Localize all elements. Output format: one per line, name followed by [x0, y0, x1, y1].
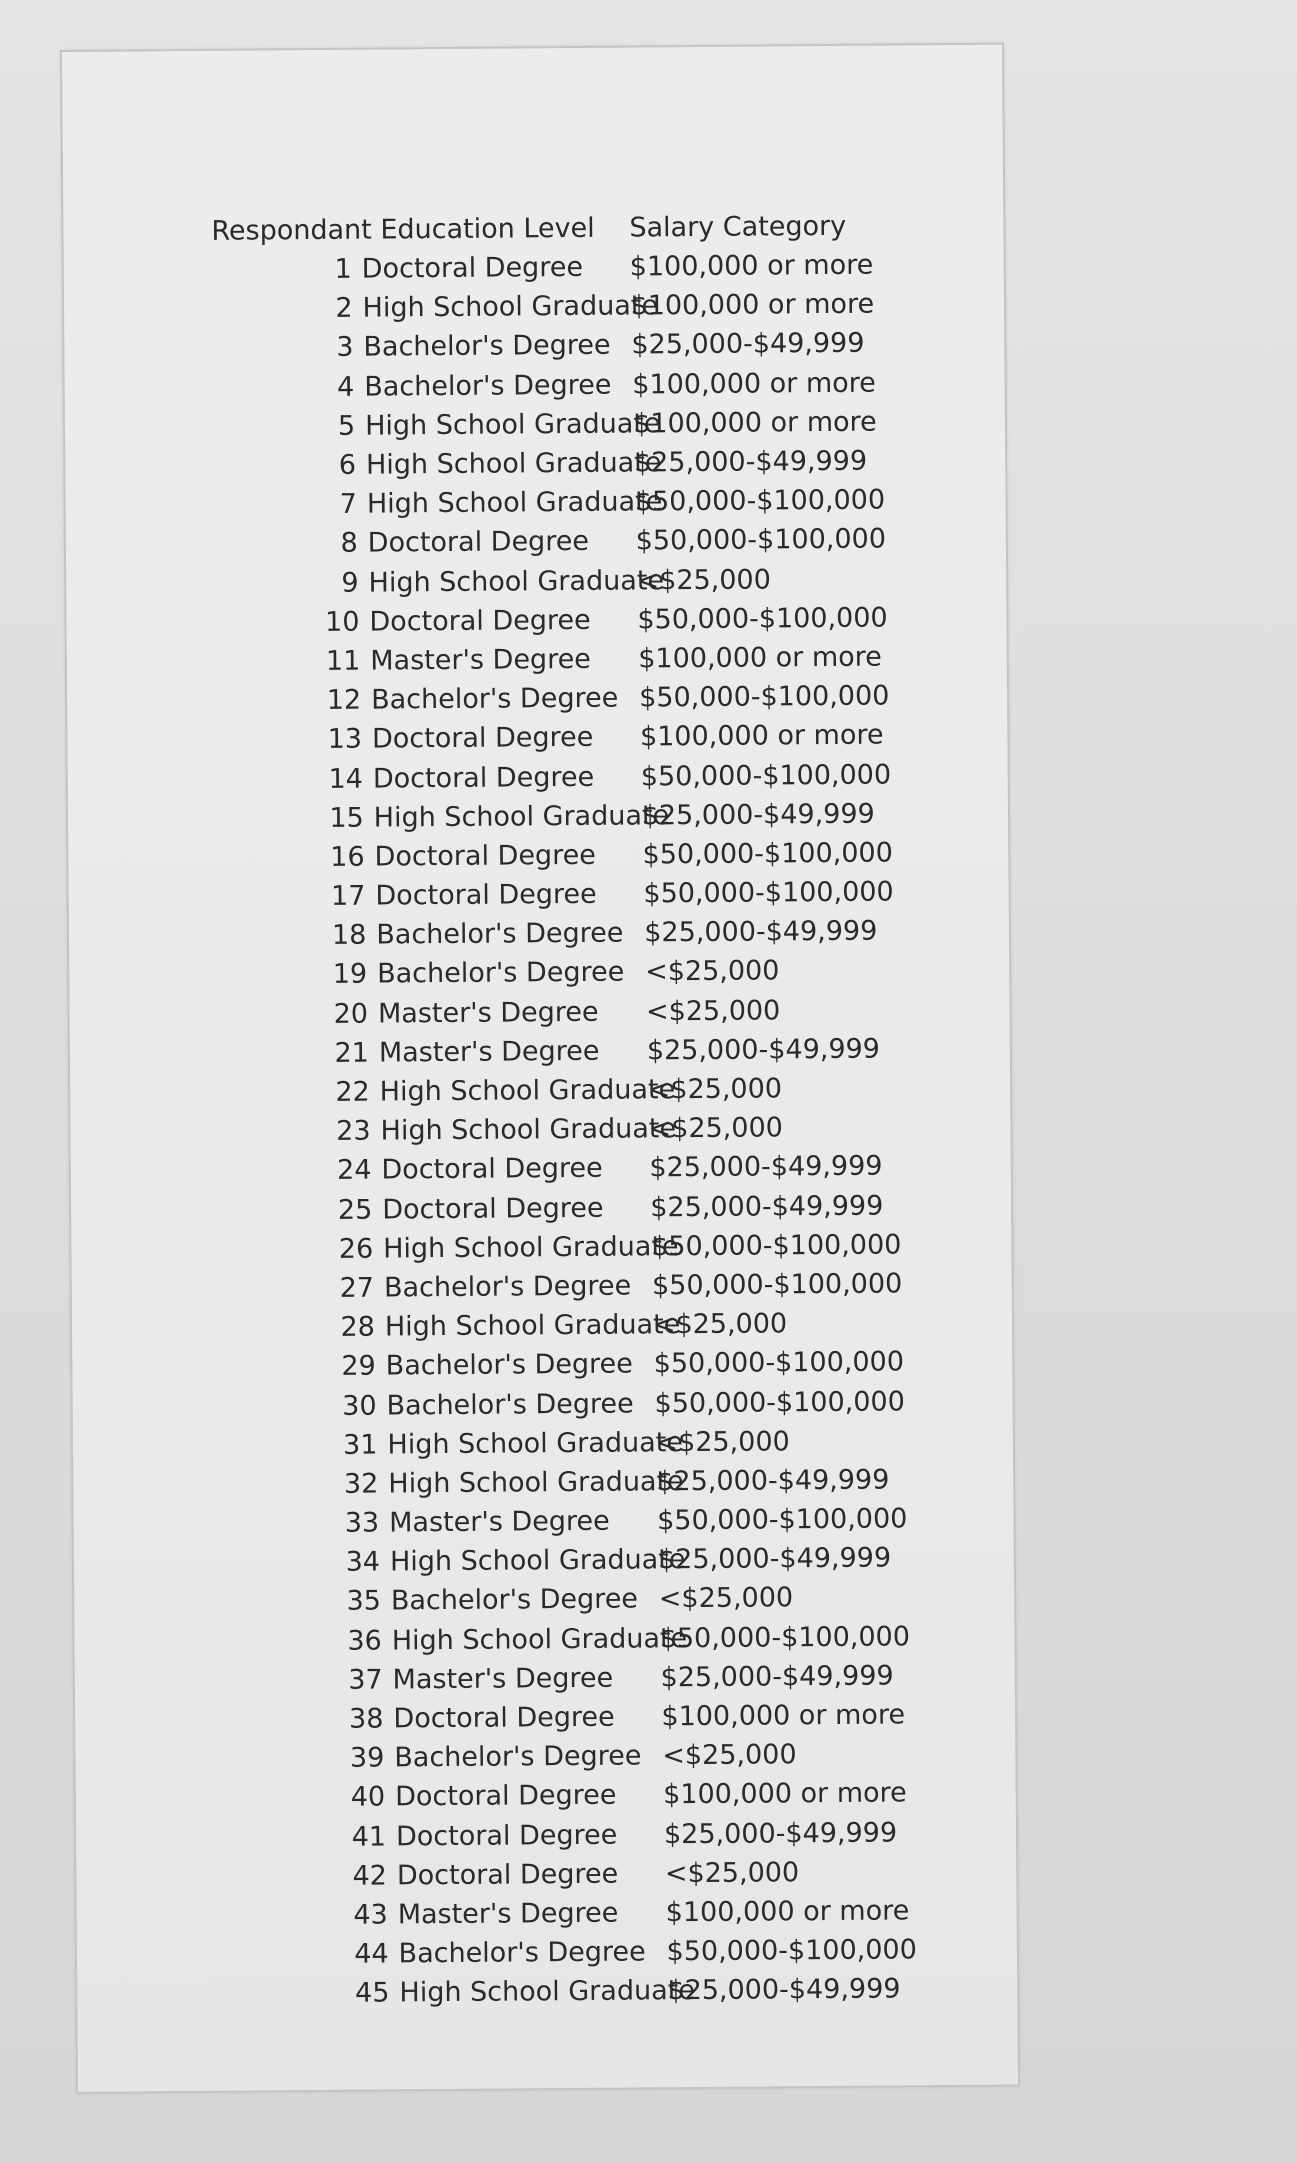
education-cell: Bachelor's Degree: [390, 1583, 639, 1617]
salary-cell: $100,000 or more: [638, 641, 882, 675]
document-sheet: [60, 43, 1020, 2094]
row-number: 39: [349, 1742, 385, 1774]
row-number: 7: [339, 488, 357, 521]
row-number: 10: [324, 606, 360, 638]
education-column-header: Respondant Education Level: [211, 212, 595, 247]
education-cell: High School Graduate: [389, 1544, 686, 1578]
row-number: 41: [351, 1821, 387, 1853]
table-row: [239, 1499, 914, 1543]
salary-cell: $25,000-$49,999: [644, 915, 878, 949]
table-row: [219, 598, 906, 643]
row-number: 20: [333, 998, 369, 1030]
education-cell: Doctoral Degree: [381, 1153, 603, 1186]
table-row: [245, 1774, 916, 1818]
table-row: [236, 1382, 912, 1426]
row-number: 35: [346, 1585, 382, 1618]
table-row: [242, 1617, 915, 1661]
education-cell: Doctoral Degree: [374, 839, 596, 873]
education-cell: Master's Degree: [377, 996, 599, 1030]
table-row: [222, 716, 908, 761]
education-cell: Doctoral Degree: [375, 878, 597, 912]
table-row: [218, 559, 906, 604]
salary-cell: <$25,000: [662, 1739, 797, 1772]
salary-column-header: Salary Category: [629, 210, 847, 244]
table-row: [215, 402, 905, 447]
table-row: [229, 1029, 910, 1074]
row-number: 2: [335, 292, 353, 325]
education-cell: Bachelor's Degree: [394, 1740, 642, 1774]
row-number: 23: [336, 1115, 371, 1148]
row-number: 38: [348, 1703, 384, 1735]
table-row: [235, 1303, 912, 1348]
education-cell: Master's Degree: [397, 1897, 619, 1931]
salary-cell: $50,000-$100,000: [643, 876, 894, 910]
salary-cell: $25,000-$49,999: [650, 1190, 884, 1223]
table-row: [217, 480, 906, 525]
row-number: 30: [342, 1390, 377, 1422]
education-cell: Doctoral Degree: [371, 722, 594, 755]
education-cell: Doctoral Degree: [395, 1819, 618, 1853]
salary-cell: <$25,000: [636, 564, 771, 597]
row-number: 8: [340, 528, 358, 560]
row-number: 1: [334, 253, 352, 285]
salary-cell: $25,000-$49,999: [660, 1660, 894, 1694]
row-number: 18: [331, 919, 367, 952]
education-cell: Doctoral Degree: [372, 761, 595, 795]
table-row: [244, 1734, 915, 1778]
row-number: 36: [347, 1625, 382, 1657]
table-row: [242, 1656, 914, 1700]
education-cell: High School Graduate: [379, 1074, 676, 1108]
table-row: [236, 1343, 913, 1387]
row-number: 31: [342, 1429, 378, 1461]
row-number: 22: [335, 1076, 370, 1108]
row-number: 12: [326, 684, 362, 717]
table-row: [223, 755, 908, 800]
row-number: 26: [338, 1233, 374, 1265]
salary-cell: $100,000 or more: [629, 249, 874, 283]
education-cell: Bachelor's Degree: [385, 1348, 633, 1382]
education-cell: High School Graduate: [368, 564, 665, 599]
salary-cell: $25,000-$49,999: [663, 1817, 898, 1850]
row-number: 19: [332, 959, 368, 991]
education-cell: High School Graduate: [387, 1426, 683, 1461]
table-row: [246, 1813, 916, 1857]
row-number: 17: [330, 880, 366, 912]
salary-cell: $100,000 or more: [661, 1699, 906, 1733]
education-cell: Master's Degree: [392, 1662, 614, 1696]
table-row: [227, 951, 909, 996]
salary-cell: <$25,000: [652, 1308, 788, 1341]
table-row: [221, 676, 907, 721]
education-cell: Bachelor's Degree: [363, 330, 611, 364]
education-cell: Doctoral Degree: [382, 1192, 604, 1226]
salary-cell: $25,000-$49,999: [656, 1464, 890, 1498]
salary-cell: $50,000-$100,000: [666, 1934, 917, 1968]
row-number: 24: [336, 1154, 372, 1187]
education-cell: Doctoral Degree: [361, 251, 584, 285]
salary-cell: $100,000 or more: [632, 367, 876, 401]
salary-cell: $50,000-$100,000: [635, 523, 887, 557]
table-row: [214, 363, 905, 408]
salary-cell: $25,000-$49,999: [641, 798, 875, 832]
row-number: 3: [336, 332, 354, 364]
education-cell: High School Graduate: [399, 1975, 695, 2009]
row-number: 11: [325, 645, 361, 677]
row-number: 45: [354, 1977, 390, 2010]
table-row: [216, 441, 905, 486]
table-row: [225, 872, 908, 917]
salary-cell: <$25,000: [658, 1582, 794, 1615]
salary-cell: $50,000-$100,000: [651, 1268, 903, 1302]
table-row: [237, 1421, 913, 1465]
table-row: [218, 520, 906, 565]
table-row: [233, 1225, 911, 1270]
table-row: [224, 833, 908, 878]
table-row: [248, 1891, 917, 1935]
salary-cell: $25,000-$49,999: [649, 1150, 883, 1184]
table-row: [248, 1930, 917, 1974]
education-cell: Master's Degree: [370, 643, 591, 677]
salary-cell: $25,000-$49,999: [633, 445, 868, 479]
row-number: 34: [345, 1546, 381, 1579]
table-row: [230, 1107, 910, 1152]
salary-cell: $100,000 or more: [663, 1777, 907, 1811]
row-number: 33: [344, 1507, 380, 1539]
row-number: 32: [343, 1468, 379, 1500]
salary-cell: $100,000 or more: [633, 406, 877, 440]
education-cell: Doctoral Degree: [369, 604, 591, 638]
row-number: 14: [328, 763, 363, 795]
education-cell: Bachelor's Degree: [386, 1388, 634, 1422]
table-row: [212, 245, 904, 290]
row-number: 16: [330, 841, 365, 873]
row-number: 40: [350, 1781, 386, 1814]
table-row: [234, 1264, 912, 1309]
row-number: 27: [339, 1272, 375, 1304]
table-row: [243, 1695, 915, 1739]
row-number: 15: [329, 802, 364, 834]
table-row: [212, 285, 904, 330]
data-table: [211, 205, 917, 2014]
education-cell: Master's Degree: [389, 1505, 610, 1539]
salary-cell: $100,000 or more: [630, 288, 875, 322]
education-cell: Bachelor's Degree: [376, 917, 624, 951]
education-cell: High School Graduate: [391, 1622, 688, 1657]
salary-cell: $50,000-$100,000: [639, 680, 890, 714]
salary-cell: $50,000-$100,000: [657, 1503, 908, 1537]
salary-cell: $25,000-$49,999: [667, 1973, 901, 2007]
table-row: [232, 1186, 911, 1231]
education-cell: High School Graduate: [384, 1309, 681, 1343]
table-body: [212, 245, 918, 2014]
salary-cell: <$25,000: [655, 1426, 790, 1459]
education-cell: Bachelor's Degree: [398, 1936, 646, 1970]
education-cell: High School Graduate: [365, 447, 662, 481]
education-cell: High School Graduate: [362, 290, 659, 324]
row-number: 4: [336, 371, 355, 403]
table-row: [238, 1460, 913, 1504]
table-row: [249, 1970, 917, 2014]
salary-cell: $25,000-$49,999: [657, 1542, 892, 1576]
salary-cell: $50,000-$100,000: [651, 1229, 902, 1263]
row-number: 25: [337, 1194, 373, 1226]
table-row: [220, 637, 907, 682]
education-cell: Master's Degree: [378, 1035, 600, 1069]
table-row: [230, 1068, 911, 1113]
table-row: [226, 912, 909, 957]
table-row: [247, 1852, 917, 1896]
row-number: 43: [353, 1899, 388, 1931]
salary-cell: $50,000-$100,000: [642, 837, 893, 871]
row-number: 37: [348, 1664, 383, 1696]
salary-cell: $50,000-$100,000: [640, 759, 892, 792]
education-cell: Doctoral Degree: [396, 1858, 619, 1892]
table-row: [241, 1578, 914, 1622]
salary-cell: $50,000-$100,000: [653, 1346, 905, 1380]
row-number: 13: [327, 723, 363, 756]
row-number: 6: [338, 449, 357, 481]
education-cell: Doctoral Degree: [393, 1701, 615, 1735]
salary-cell: $50,000-$100,000: [634, 484, 886, 518]
salary-cell: $50,000-$100,000: [654, 1385, 905, 1419]
salary-cell: <$25,000: [664, 1857, 800, 1890]
row-number: 28: [340, 1311, 376, 1343]
row-number: 21: [334, 1037, 370, 1069]
education-cell: Bachelor's Degree: [364, 369, 612, 403]
education-cell: Doctoral Degree: [395, 1780, 617, 1813]
education-cell: High School Graduate: [383, 1230, 679, 1265]
row-number: 44: [354, 1938, 389, 1970]
education-cell: Doctoral Degree: [367, 526, 590, 560]
salary-cell: <$25,000: [647, 1073, 783, 1106]
salary-cell: <$25,000: [645, 995, 781, 1028]
education-cell: High School Graduate: [373, 799, 670, 834]
salary-cell: <$25,000: [645, 955, 780, 988]
education-cell: High School Graduate: [365, 408, 661, 442]
table-header: [211, 205, 903, 250]
education-cell: Bachelor's Degree: [383, 1270, 632, 1304]
salary-cell: $100,000 or more: [665, 1895, 910, 1929]
table-row: [240, 1539, 914, 1583]
row-number: 5: [337, 410, 356, 442]
salary-cell: $25,000-$49,999: [646, 1033, 881, 1067]
education-cell: Bachelor's Degree: [371, 682, 619, 716]
education-cell: High School Graduate: [388, 1466, 684, 1500]
table-row: [228, 990, 910, 1035]
row-number: 42: [352, 1860, 388, 1892]
salary-cell: $100,000 or more: [639, 719, 884, 753]
table-row: [231, 1147, 911, 1192]
education-cell: High School Graduate: [366, 486, 663, 520]
salary-cell: <$25,000: [648, 1112, 783, 1145]
education-cell: High School Graduate: [380, 1113, 677, 1147]
row-number: 9: [341, 567, 359, 599]
table-row: [213, 324, 904, 369]
salary-cell: $50,000-$100,000: [637, 602, 888, 636]
table-row: [224, 794, 908, 839]
salary-cell: $25,000-$49,999: [631, 328, 865, 361]
salary-cell: $50,000-$100,000: [659, 1621, 911, 1654]
row-number: 29: [341, 1350, 376, 1383]
education-cell: Bachelor's Degree: [377, 957, 625, 991]
